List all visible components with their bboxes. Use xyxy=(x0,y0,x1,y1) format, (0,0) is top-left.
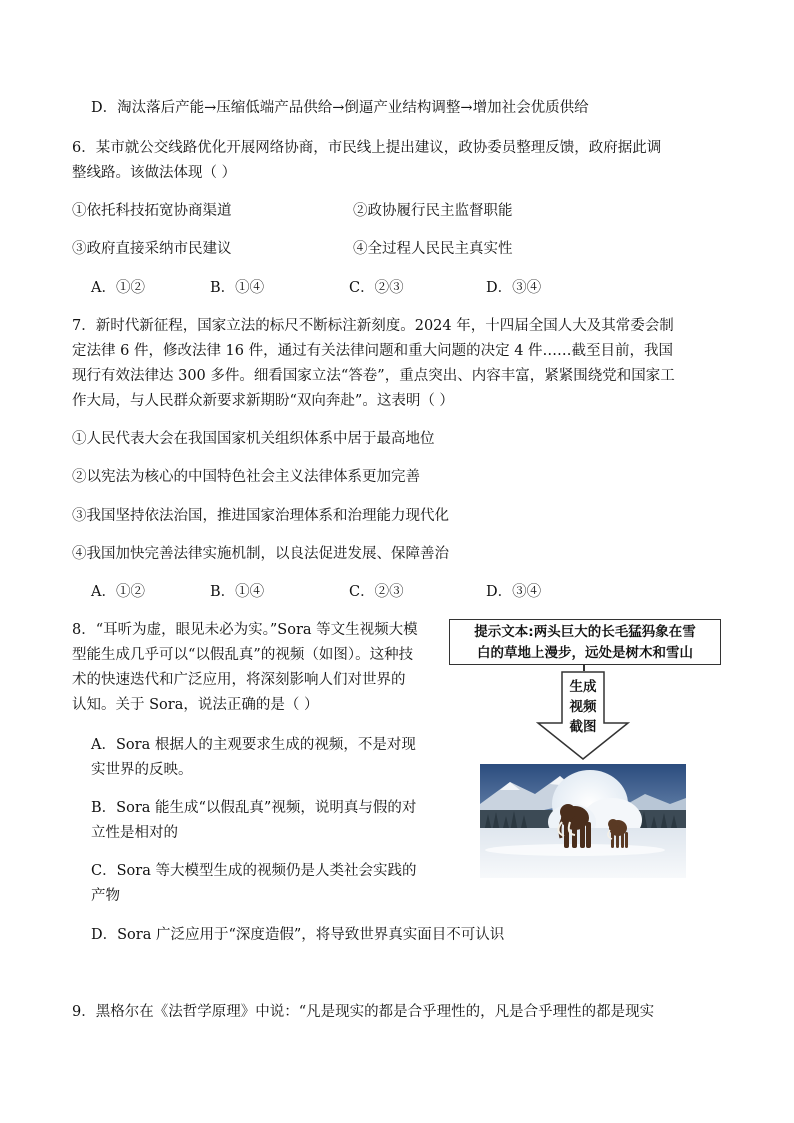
q7-statement-2: ②以宪法为核心的中国特色社会主义法律体系更加完善 xyxy=(72,469,420,485)
arrow-label-line2: 视频 xyxy=(569,699,597,715)
q6-stem-line2: 整线路。该做法体现（ ） xyxy=(72,165,237,181)
q8-stem-line1: 8．“耳听为虚，眼见未必为实。”Sora 等文生视频大模 xyxy=(72,622,418,638)
q8-stem-line3: 术的快速迭代和广泛应用，将深刻影响人们对世界的 xyxy=(72,672,406,688)
q8-option-c-line1[interactable]: C．Sora 等大模型生成的视频仍是人类社会实践的 xyxy=(91,863,417,879)
arrow-label-line1: 生成 xyxy=(569,679,597,695)
q5-option-d: D．淘汰落后产能→压缩低端产品供给→倒逼产业结构调整→增加社会优质供给 xyxy=(91,100,589,116)
q7-stem-line1: 7．新时代新征程，国家立法的标尺不断标注新刻度。2024 年，十四届全国人大及其常委会制 xyxy=(72,318,674,334)
q7-statement-3: ③我国坚持依法治国，推进国家治理体系和治理能力现代化 xyxy=(72,508,449,524)
q7-statement-4: ④我国加快完善法律实施机制，以良法促进发展、保障善治 xyxy=(72,546,449,562)
prompt-text-line2: 白的草地上漫步，远处是树木和雪山 xyxy=(477,645,693,661)
generate-arrow xyxy=(536,671,630,761)
q8-option-b-line1[interactable]: B．Sora 能生成“以假乱真”视频，说明真与假的对 xyxy=(91,800,417,816)
q6-statement-1: ①依托科技拓宽协商渠道 xyxy=(72,203,232,219)
q8-option-a-line1[interactable]: A．Sora 根据人的主观要求生成的视频，不是对现 xyxy=(91,737,416,753)
q7-statement-1: ①人民代表大会在我国国家机关组织体系中居于最高地位 xyxy=(72,431,435,447)
q7-stem-line3: 现行有效法律达 300 多件。细看国家立法“答卷”，重点突出、内容丰富，紧紧围绕党和国家工 xyxy=(72,368,675,384)
q6-option-a[interactable]: A．①② xyxy=(91,280,145,296)
q7-option-c[interactable]: C．②③ xyxy=(349,584,404,600)
q8-option-a-line2[interactable]: 实世界的反映。 xyxy=(91,762,193,778)
q6-statement-3: ③政府直接采纳市民建议 xyxy=(72,241,232,257)
q7-stem-line2: 定法律 6 件，修改法律 16 件，通过有关法律问题和重大问题的决定 4 件……截至目前，我国 xyxy=(72,343,674,359)
mammoth-video-screenshot xyxy=(480,764,686,878)
q8-option-c-line2[interactable]: 产物 xyxy=(91,888,120,904)
q8-option-d[interactable]: D．Sora 广泛应用于“深度造假”，将导致世界真实面目不可认识 xyxy=(91,927,505,943)
arrow-label xyxy=(536,677,630,737)
prompt-text-box xyxy=(449,619,721,665)
q9-stem-line1: 9．黑格尔在《法哲学原理》中说：“凡是现实的都是合乎理性的，凡是合乎理性的都是现实 xyxy=(72,1004,655,1020)
prompt-text-line1: 提示文本:两头巨大的长毛猛犸象在雪 xyxy=(474,624,696,640)
q6-option-c[interactable]: C．②③ xyxy=(349,280,404,296)
arrow-label-line3: 截图 xyxy=(569,719,597,735)
q7-stem-line4: 作大局，与人民群众新要求新期盼“双向奔赴”。这表明（ ） xyxy=(72,393,454,409)
q8-option-b-line2[interactable]: 立性是相对的 xyxy=(91,825,178,841)
q7-option-a[interactable]: A．①② xyxy=(91,584,145,600)
q6-stem-line1: 6．某市就公交线路优化开展网络协商，市民线上提出建议，政协委员整理反馈，政府据此调 xyxy=(72,140,662,156)
q6-option-d[interactable]: D．③④ xyxy=(486,280,542,296)
q6-option-b[interactable]: B．①④ xyxy=(210,280,265,296)
q8-stem-line4: 认知。关于 Sora，说法正确的是（ ） xyxy=(72,697,319,713)
q7-option-d[interactable]: D．③④ xyxy=(486,584,542,600)
q8-stem-line2: 型能生成几乎可以“以假乱真”的视频（如图）。这种技 xyxy=(72,647,414,663)
q6-statement-2: ②政协履行民主监督职能 xyxy=(353,203,513,219)
q7-option-b[interactable]: B．①④ xyxy=(210,584,265,600)
q6-statement-4: ④全过程人民民主真实性 xyxy=(353,241,513,257)
